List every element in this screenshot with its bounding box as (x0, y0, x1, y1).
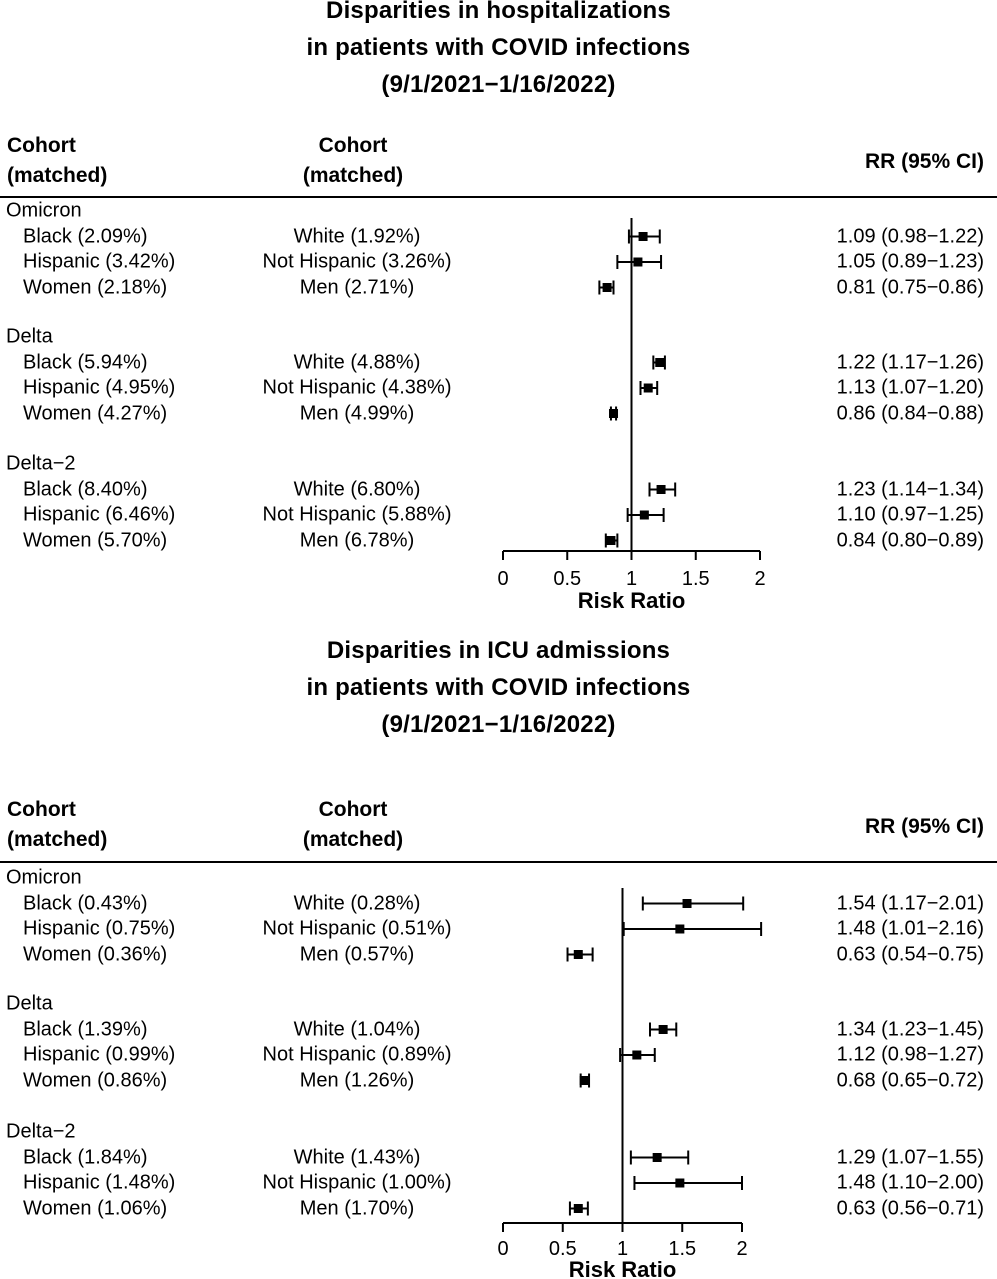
rr-cell: 1.23 (1.14−1.34) (836, 478, 984, 500)
cohort2-cell: Not Hispanic (0.89%) (262, 1043, 452, 1066)
chart-title-line: in patients with COVID infections (306, 674, 691, 701)
cohort1-cell: Black (0.43%) (23, 892, 148, 914)
cohort2-header-line: (matched) (302, 828, 404, 851)
rr-cell: 0.84 (0.80−0.89) (836, 529, 984, 551)
group-label: Omicron (6, 199, 82, 222)
cohort2-cell: Men (0.57%) (299, 943, 415, 965)
cohort1-cell: Women (1.06%) (23, 1197, 168, 1219)
x-tick-label: 1 (616, 1238, 629, 1260)
rr-cell: 0.81 (0.75−0.86) (836, 276, 984, 298)
rr-cell: 1.48 (1.01−2.16) (836, 917, 984, 940)
cohort1-cell: Hispanic (3.42%) (23, 250, 176, 273)
group-label: Delta (6, 325, 53, 348)
cohort1-cell: Hispanic (1.48%) (23, 1171, 176, 1194)
rr-cell: 1.13 (1.07−1.20) (836, 376, 984, 399)
rr-cell: 1.10 (0.97−1.25) (836, 503, 984, 526)
rr-cell: 1.09 (0.98−1.22) (836, 225, 984, 247)
group-label: Omicron (6, 866, 82, 889)
cohort1-cell: Hispanic (0.75%) (23, 917, 176, 940)
group-label: Delta−2 (6, 1120, 76, 1143)
cohort2-header-line: Cohort (318, 134, 388, 157)
rr-cell: 1.22 (1.17−1.26) (836, 351, 984, 373)
cohort2-cell: White (1.04%) (293, 1018, 421, 1040)
rr-cell: 0.63 (0.56−0.71) (836, 1197, 984, 1219)
rr-cell: 0.86 (0.84−0.88) (836, 402, 984, 424)
rr-cell: 0.63 (0.54−0.75) (836, 943, 984, 965)
chart-title (0, 632, 997, 743)
x-axis-title: Risk Ratio (577, 588, 686, 613)
cohort2-cell: Not Hispanic (1.00%) (262, 1171, 452, 1194)
cohort1-header-line: Cohort (7, 134, 76, 157)
x-tick-label: 1.5 (681, 568, 710, 590)
x-tick-label: 1.5 (668, 1238, 697, 1260)
cohort1-cell: Black (8.40%) (23, 478, 148, 500)
cohort2-cell: White (4.88%) (293, 351, 421, 373)
cohort2-cell: Not Hispanic (5.88%) (262, 503, 452, 526)
cohort1-cell: Black (1.84%) (23, 1146, 148, 1168)
x-tick-label: 0.5 (548, 1238, 577, 1260)
cohort2-cell: White (6.80%) (293, 478, 421, 500)
chart-title-line: Disparities in hospitalizations (326, 0, 671, 24)
x-tick-label: 2 (754, 568, 766, 590)
x-tick-label: 0.5 (553, 568, 582, 590)
rr-cell: 1.34 (1.23−1.45) (836, 1018, 984, 1040)
x-tick-label: 0 (497, 1238, 509, 1260)
cohort2-cell: Men (1.26%) (299, 1069, 415, 1091)
cohort2-cell: White (0.28%) (293, 892, 421, 914)
cohort2-cell: Not Hispanic (4.38%) (262, 376, 452, 399)
cohort1-header-line: (matched) (7, 828, 108, 851)
cohort1-cell: Women (4.27%) (23, 402, 168, 424)
chart-title-line: Disparities in ICU admissions (326, 637, 671, 664)
cohort1-cell: Women (0.86%) (23, 1069, 168, 1091)
cohort1-header-line: (matched) (7, 164, 108, 187)
x-tick-label: 0 (497, 568, 509, 590)
cohort2-cell: White (1.92%) (293, 225, 421, 247)
cohort2-cell: Men (6.78%) (299, 529, 415, 551)
cohort1-cell: Women (2.18%) (23, 276, 168, 298)
cohort1-cell: Women (5.70%) (23, 529, 168, 551)
x-tick-label: 1 (625, 568, 638, 590)
cohort2-header-line: Cohort (318, 798, 388, 821)
rr-column-header: RR (95% CI) (864, 815, 984, 838)
cohort2-cell: Not Hispanic (3.26%) (262, 250, 452, 273)
cohort2-cell: Men (1.70%) (299, 1197, 415, 1219)
cohort2-column-header (303, 795, 403, 855)
rr-cell: 1.54 (1.17−2.01) (836, 892, 984, 914)
cohort1-cell: Black (2.09%) (23, 225, 148, 247)
cohort1-header-line: Cohort (7, 798, 76, 821)
rr-column-header: RR (95% CI) (864, 150, 984, 173)
cohort1-cell: Black (5.94%) (23, 351, 148, 373)
cohort1-cell: Hispanic (6.46%) (23, 503, 176, 526)
cohort1-cell: Black (1.39%) (23, 1018, 148, 1040)
cohort1-column-header (7, 795, 107, 855)
rr-cell: 1.48 (1.10−2.00) (836, 1171, 984, 1194)
cohort2-header-line: (matched) (302, 164, 404, 187)
rr-cell: 0.68 (0.65−0.72) (836, 1069, 984, 1091)
chart-title-line: (9/1/2021−1/16/2022) (381, 711, 616, 738)
rr-cell: 1.12 (0.98−1.27) (836, 1043, 984, 1066)
rr-cell: 1.05 (0.89−1.23) (836, 250, 984, 273)
header-rule (0, 861, 997, 863)
cohort2-cell: Not Hispanic (0.51%) (262, 917, 452, 940)
rr-cell: 1.29 (1.07−1.55) (836, 1146, 984, 1168)
cohort1-cell: Women (0.36%) (23, 943, 168, 965)
group-label: Delta (6, 992, 53, 1015)
cohort1-cell: Hispanic (0.99%) (23, 1043, 176, 1066)
cohort2-cell: White (1.43%) (293, 1146, 421, 1168)
x-axis-title: Risk Ratio (568, 1257, 677, 1279)
cohort1-cell: Hispanic (4.95%) (23, 376, 176, 399)
chart-title-line: in patients with COVID infections (306, 34, 691, 61)
cohort2-cell: Men (2.71%) (299, 276, 415, 298)
x-tick-label: 2 (736, 1238, 748, 1260)
chart-title-line: (9/1/2021−1/16/2022) (381, 71, 616, 98)
group-label: Delta−2 (6, 452, 76, 475)
cohort2-cell: Men (4.99%) (299, 402, 415, 424)
